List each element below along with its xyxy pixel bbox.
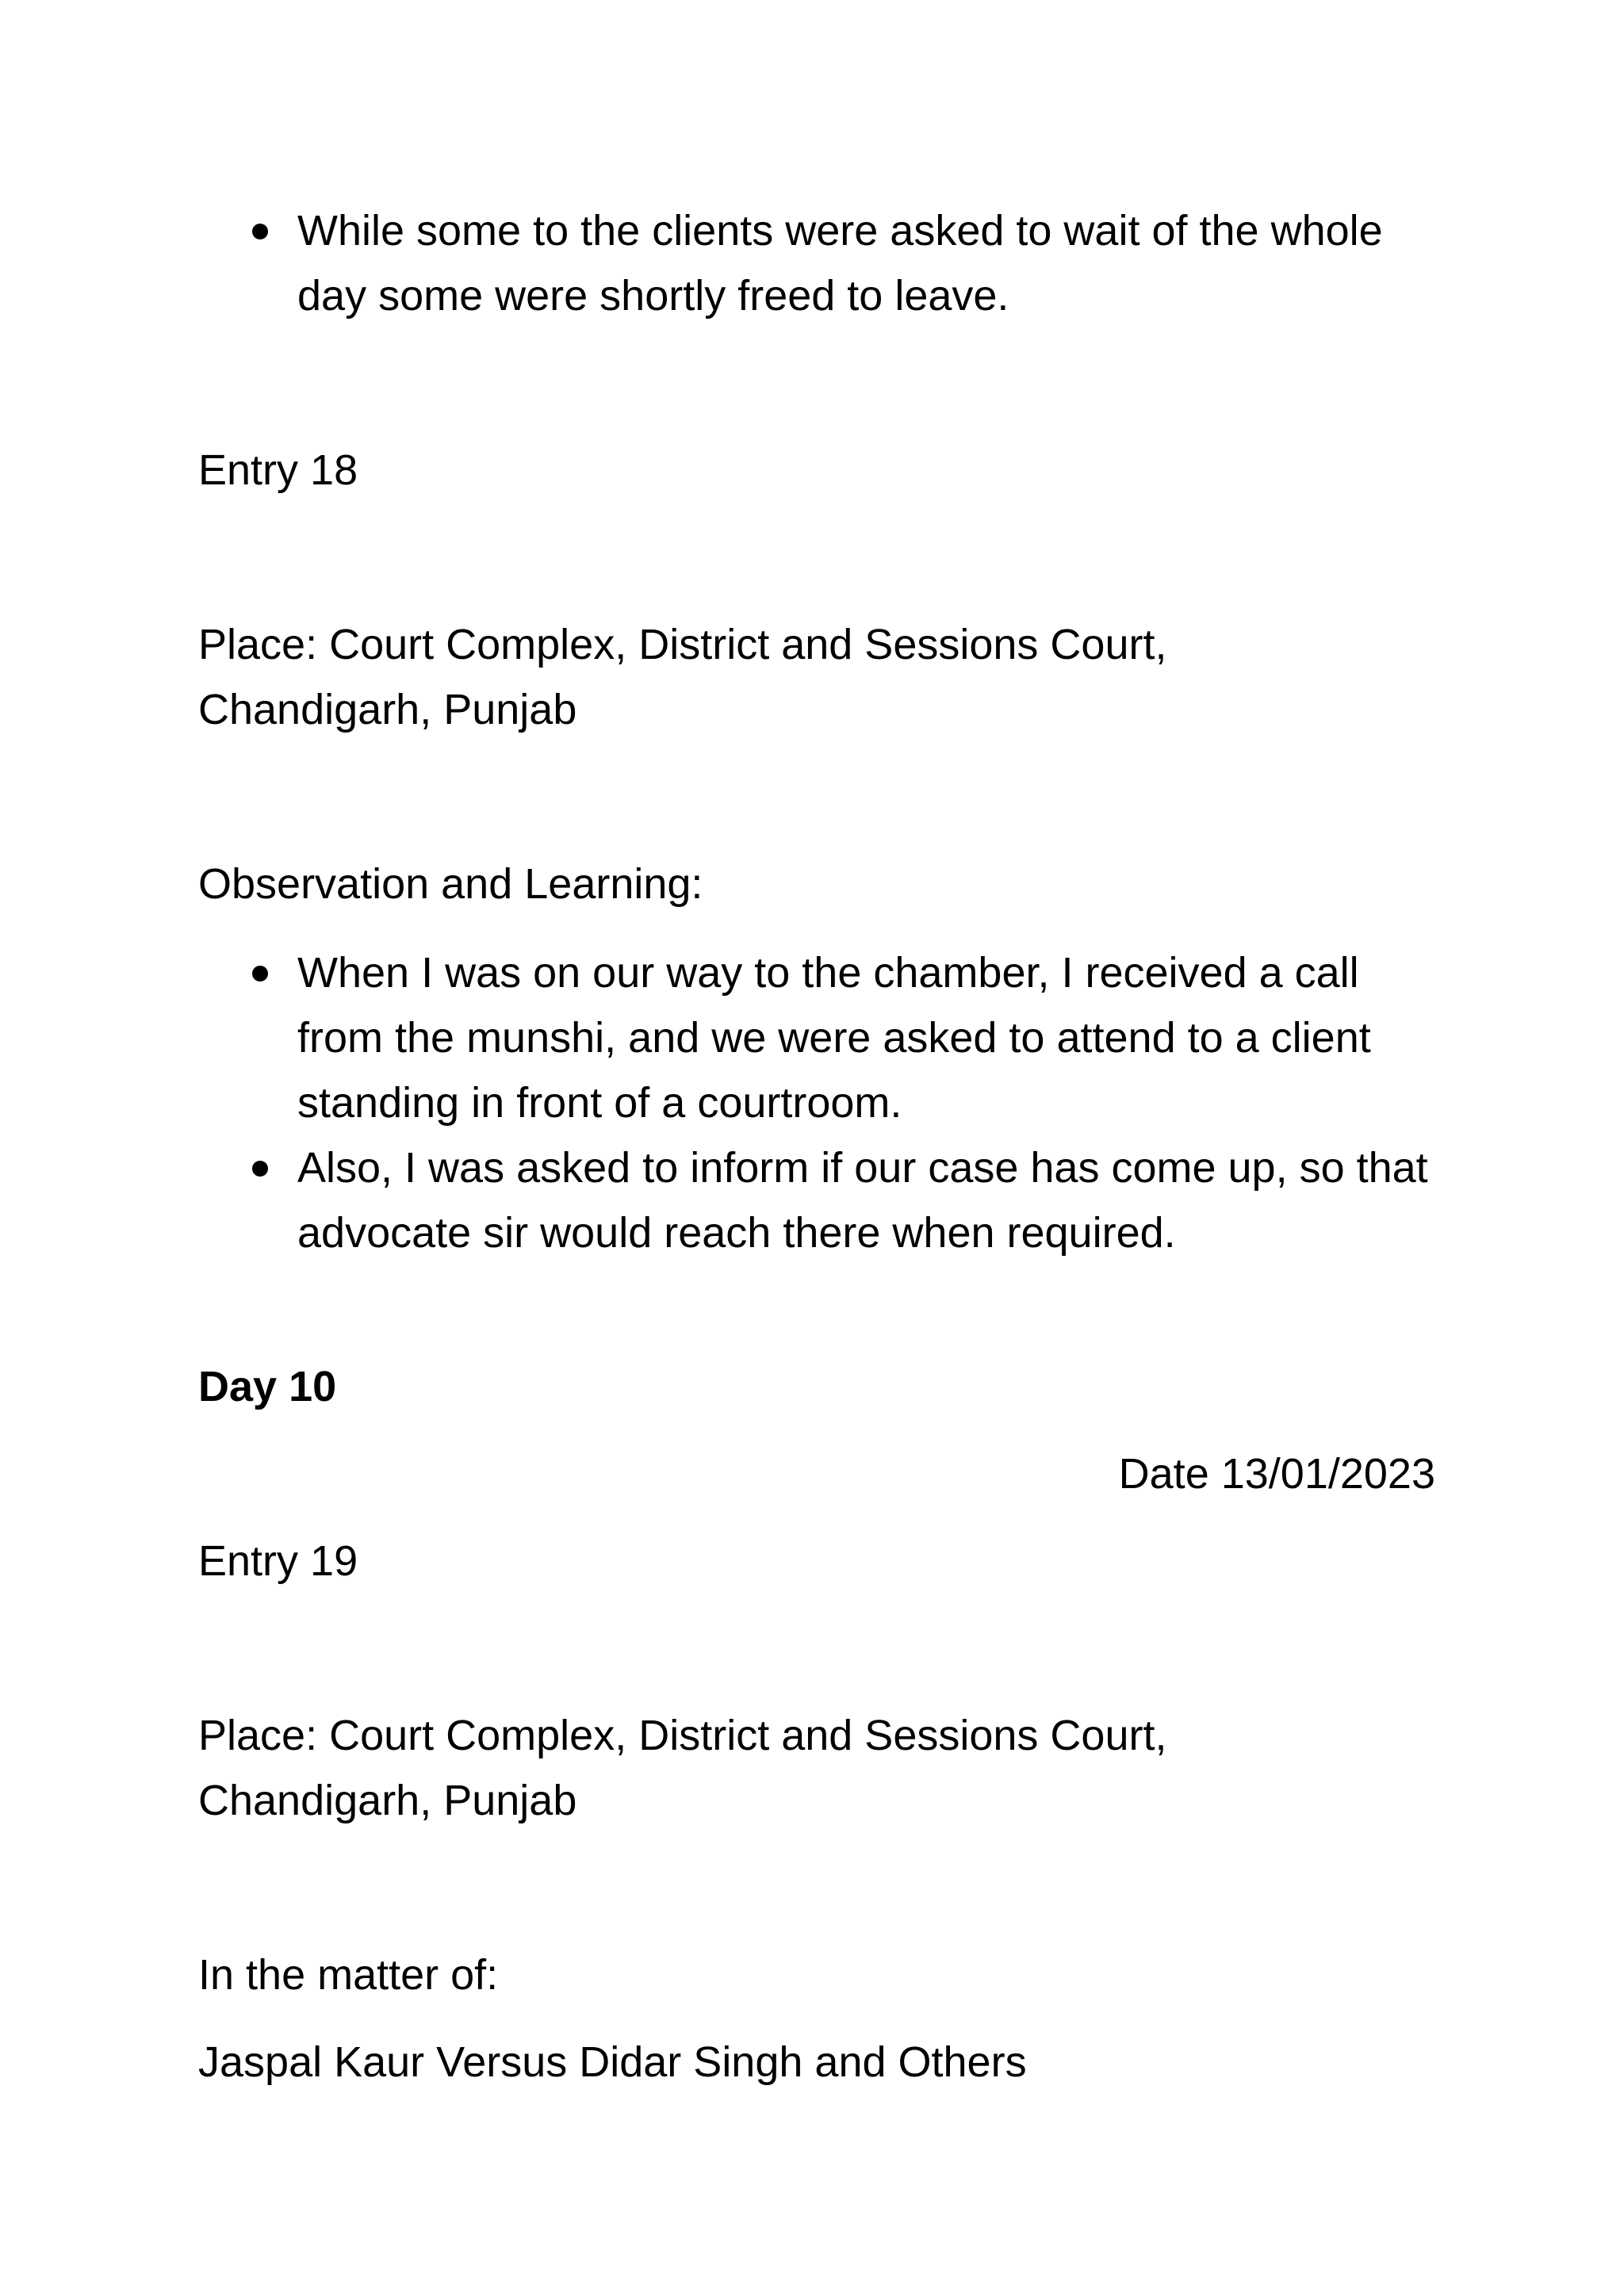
bullet-icon	[252, 1161, 268, 1177]
matter-heading: In the matter of:	[198, 1951, 499, 1999]
place-line-2: Chandigarh, Punjab	[198, 1777, 577, 1824]
bullet-text: While some to the clients were asked to wait of the whole day some were shortly freed to leave.	[297, 207, 1383, 320]
entry-date: Date 13/01/2023	[1118, 1450, 1435, 1498]
matter-title: Jaspal Kaur Versus Didar Singh and Others	[198, 2038, 1027, 2086]
place-line-1: Place: Court Complex, District and Sessions Court,	[198, 621, 1167, 668]
list-item	[198, 940, 1435, 1135]
list-item	[198, 198, 1435, 328]
observation-bullet-list	[198, 940, 1435, 1265]
entry-19-place	[198, 1703, 1435, 1833]
entry-18-heading: Entry 18	[198, 446, 358, 494]
day-heading: Day 10	[198, 1363, 337, 1410]
list-item	[198, 1135, 1435, 1265]
bullet-icon	[252, 224, 268, 239]
entry-18-place	[198, 612, 1435, 742]
bullet-icon	[252, 966, 268, 982]
entry-19-heading: Entry 19	[198, 1537, 358, 1585]
observation-heading: Observation and Learning:	[198, 860, 703, 908]
bullet-text: When I was on our way to the chamber, I received a call from the munshi, and we were asked to attend to a client standing in front of a courtroom.	[297, 949, 1371, 1127]
bullet-text: Also, I was asked to inform if our case has come up, so that advocate sir would reach there when required.	[297, 1144, 1428, 1257]
place-line-1: Place: Court Complex, District and Sessions Court,	[198, 1712, 1167, 1759]
place-line-2: Chandigarh, Punjab	[198, 686, 577, 733]
top-bullet-list	[198, 198, 1435, 328]
